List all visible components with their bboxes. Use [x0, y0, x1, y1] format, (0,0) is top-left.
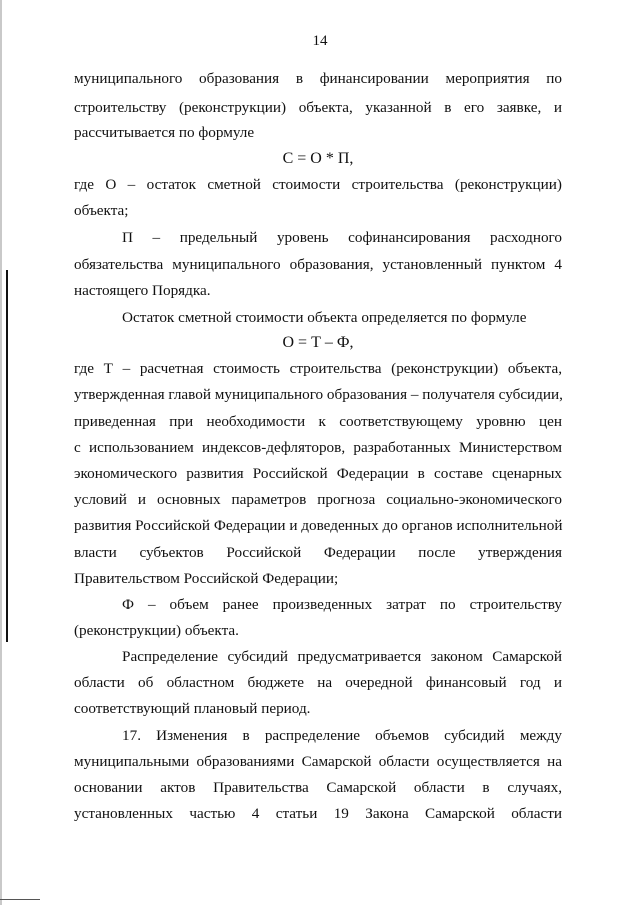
text-line: приведенная при необходимости к соответствующему уровню цен: [74, 413, 562, 430]
text-line: строительству (реконструкции) объекта, указанной в его заявке, и: [74, 99, 562, 116]
text-line: развития Российской Федерации и доведенных до органов исполнительной: [74, 517, 563, 534]
formula: С = О * П,: [282, 150, 354, 167]
text-line: муниципального образования в финансировании мероприятия по: [74, 70, 562, 87]
text-line: Правительством Российской Федерации;: [74, 570, 339, 587]
text-line: основании актов Правительства Самарской области в случаях,: [74, 779, 562, 796]
text-line: рассчитывается по формуле: [74, 124, 255, 141]
text-line: условий и основных параметров прогноза социально-экономического: [74, 491, 562, 508]
text-line: установленных частью 4 статьи 19 Закона Самарской области: [74, 805, 562, 822]
text-line: соответствующий плановый период.: [74, 700, 311, 717]
text-line: экономического развития Российской Федерации в составе сценарных: [74, 465, 562, 482]
text-line: с использованием индексов-дефляторов, разработанных Министерством: [74, 439, 562, 456]
text-line: настоящего Порядка.: [74, 282, 211, 299]
text-line: где Т – расчетная стоимость строительства (реконструкции) объекта,: [74, 360, 562, 377]
text-line: муниципальными образованиями Самарской области осуществляется на: [74, 753, 562, 770]
text-line: области об областном бюджете на очередной финансовый год и: [74, 674, 562, 691]
text-line: Остаток сметной стоимости объекта определяется по формуле: [122, 309, 527, 326]
bottom-rule: [0, 899, 40, 900]
text-line: где О – остаток сметной стоимости строительства (реконструкции): [74, 176, 562, 193]
text-line: Распределение субсидий предусматривается законом Самарской: [122, 648, 562, 665]
text-line: власти субъектов Российской Федерации после утверждения: [74, 544, 562, 561]
text-line: утвержденная главой муниципального образования – получателя субсидии,: [74, 386, 563, 403]
text-line: (реконструкции) объекта.: [74, 622, 239, 639]
margin-bar: [6, 270, 8, 642]
text-line: Ф – объем ранее произведенных затрат по строительству: [122, 596, 562, 613]
text-line: объекта;: [74, 202, 129, 219]
text-line: П – предельный уровень софинансирования расходного: [122, 229, 562, 246]
text-line: обязательства муниципального образования, установленный пунктом 4: [74, 256, 562, 273]
scan-edge: [0, 0, 2, 905]
text-line: 17. Изменения в распределение объемов субсидий между: [122, 727, 562, 744]
formula: О = Т – Ф,: [282, 334, 354, 351]
page-number: 14: [312, 33, 328, 49]
